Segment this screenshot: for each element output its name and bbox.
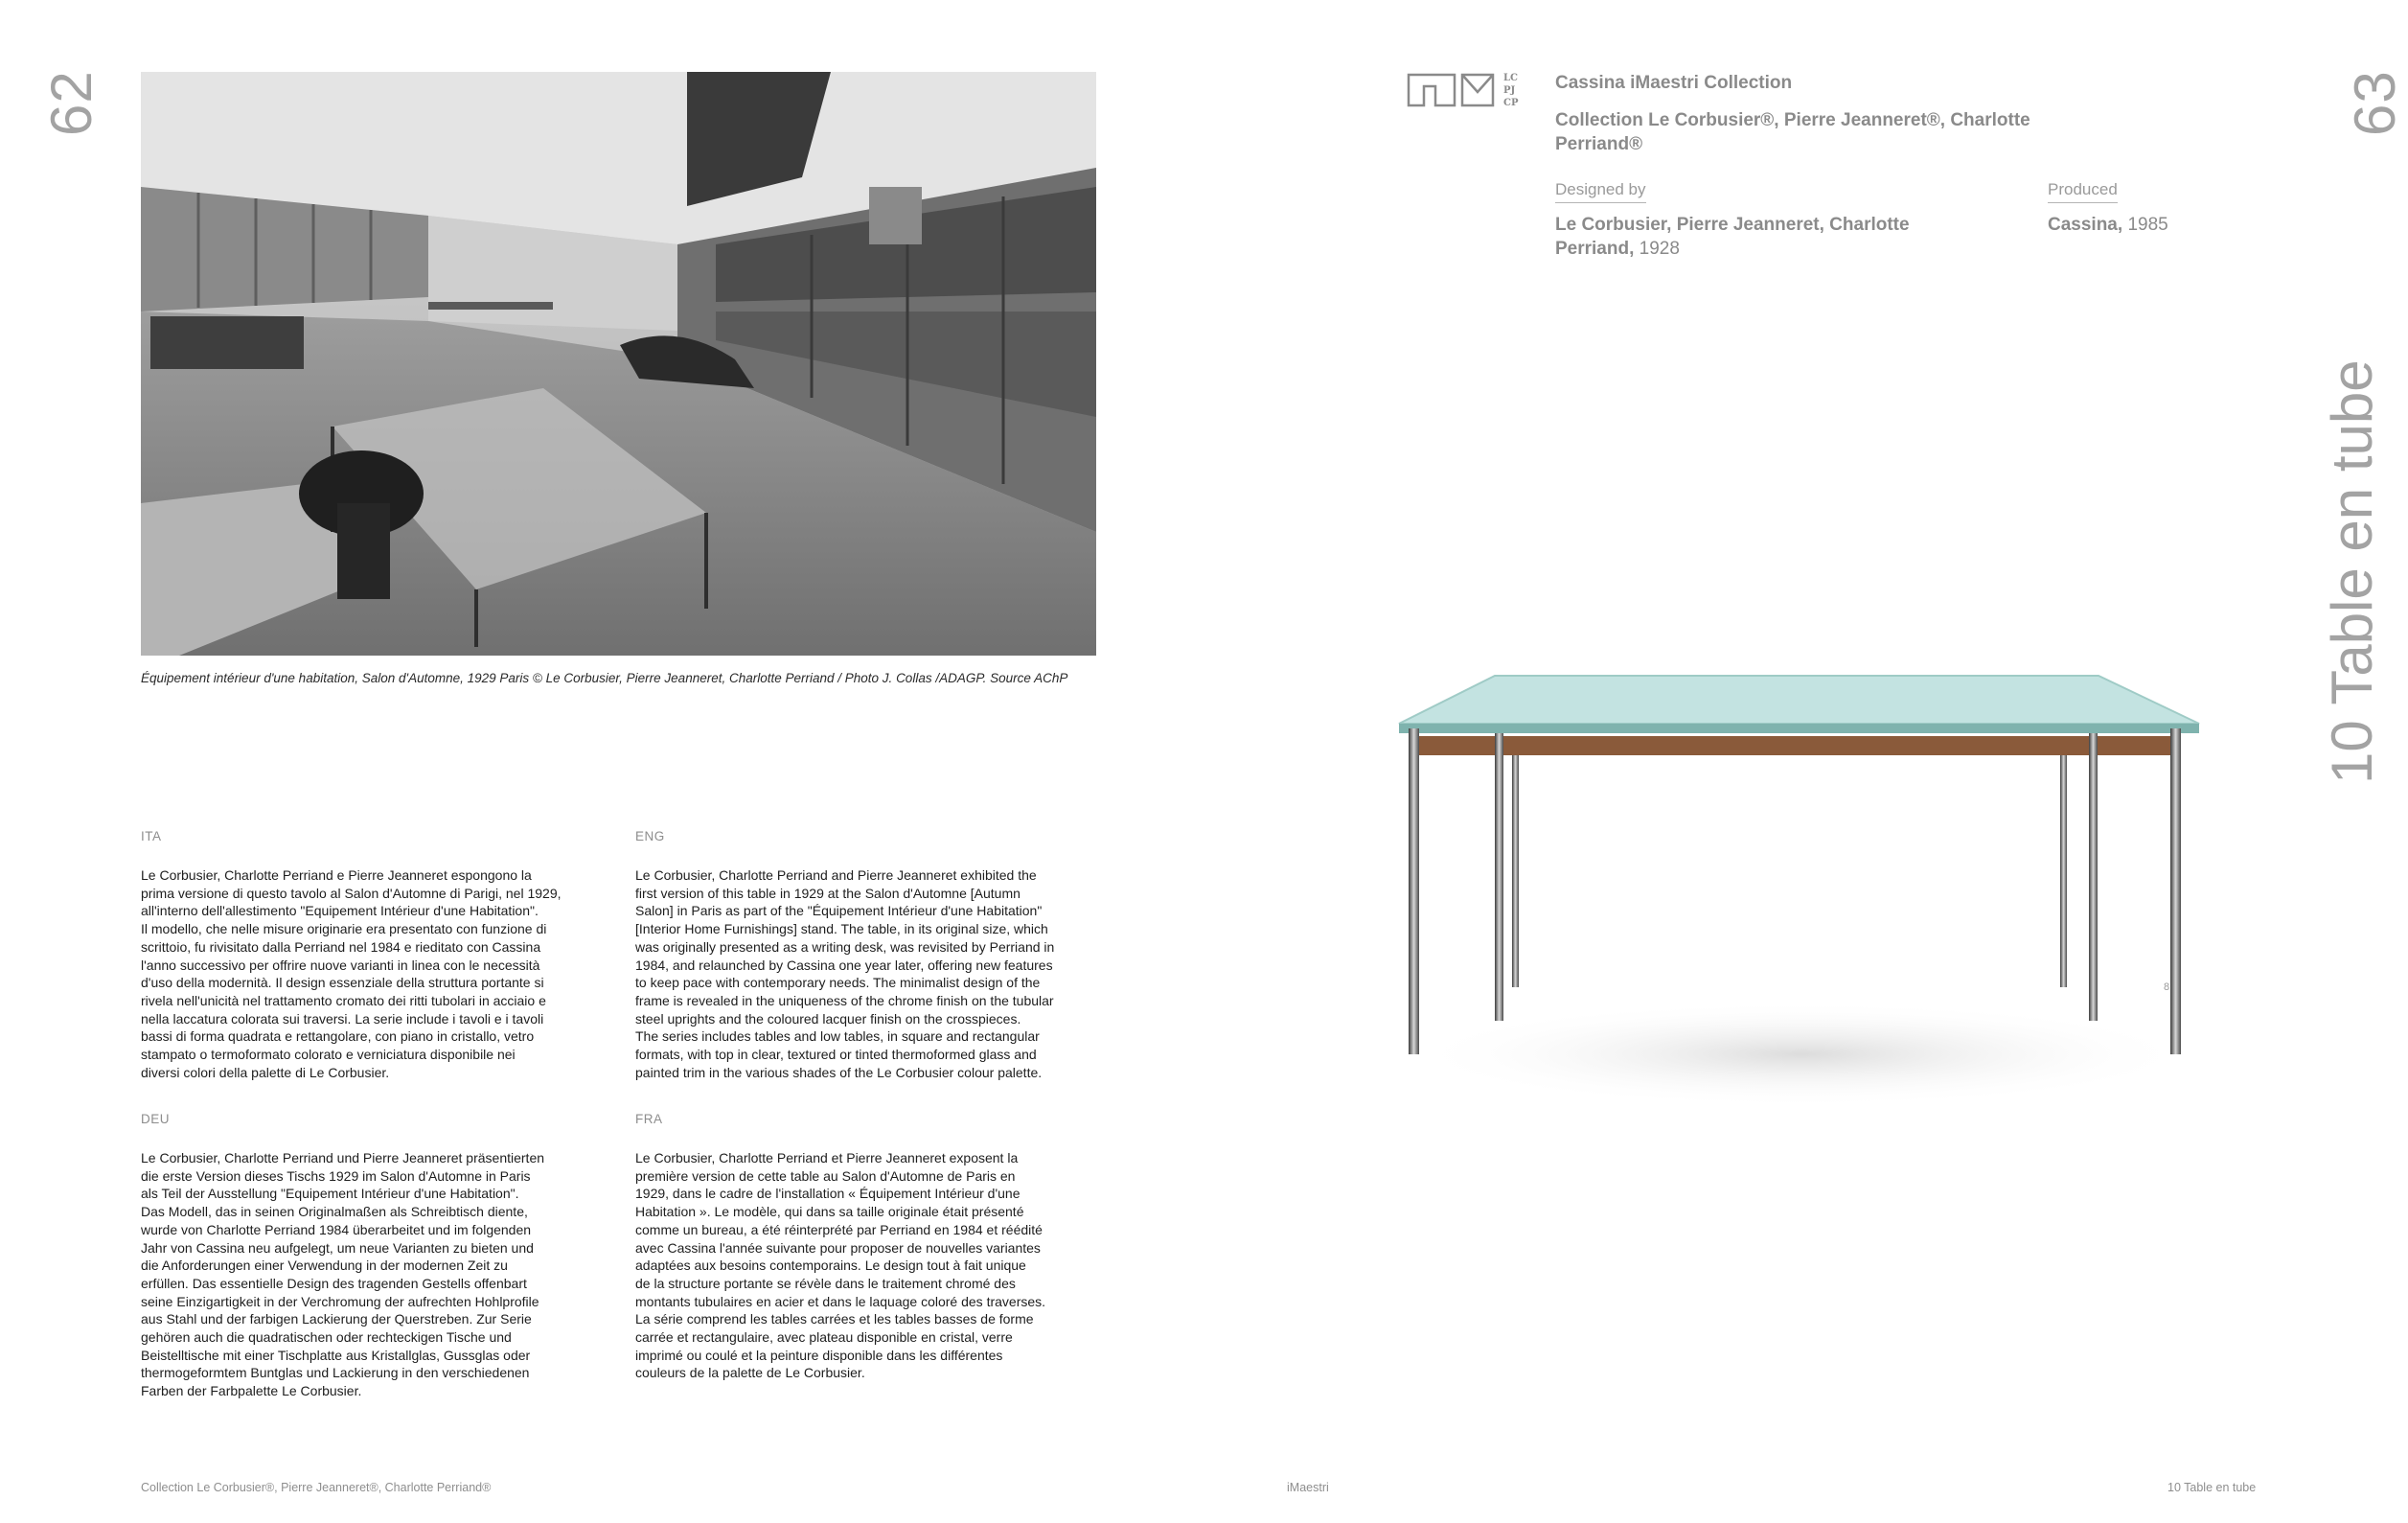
designed-by-label: Designed by (1555, 180, 1646, 203)
page-number-right: 63 (2343, 70, 2407, 136)
producer-name: Cassina, (2048, 215, 2123, 235)
collection-name: Cassina iMaestri Collection (1555, 73, 1793, 93)
text-block-eng (635, 829, 1105, 1081)
language-label-fra: FRA (635, 1112, 663, 1126)
produced-label: Produced (2048, 180, 2118, 203)
design-year: 1928 (1639, 239, 1680, 259)
collection-title: Collection Le Corbusier®, Pierre Jeanneret®, Charlotte Perriand® (1555, 110, 2030, 154)
collection-logo (1407, 69, 1522, 112)
page-number-left: 62 (39, 70, 103, 136)
footer-brand: iMaestri (1287, 1481, 1329, 1494)
description-ita: Le Corbusier, Charlotte Perriand e Pierre Jeanneret espongono la prima versione di questo tavolo al Salon d'Automne di Parigi, nel 1929, all'interno dell'allestimento "Equipement Intérieur d'une Habitation". Il modello, che nelle misure originarie era presentato con funzione di scrittoio, fu rivisitato dalla Perriand nel 1984 e rieditato con Cassina l'anno successivo per offrire nuove varianti in linea con le necessità d'uso della modernità. Il design essenziale della struttura portante si rivela nell'unicità nel trattamento cromato dei ritti tubolari in acciaio e nella laccatura colorata sui traversi. La serie include i tavoli e i tavoli bassi di forma quadrata e rettangolare, con piano in cristallo, vetro stampato o termoformato colorato e verniciatura disponibile nei diversi colori della palette di Le Corbusier. (141, 867, 562, 1080)
vertical-section-title: 10 Table en tube (2320, 359, 2384, 784)
designers-names: Le Corbusier, Pierre Jeanneret, Charlotte Perriand, (1555, 215, 1910, 259)
logo-letters-cp: CP (1503, 98, 1519, 108)
product-table-image (1399, 613, 2194, 1112)
photo-caption: Équipement intérieur d'une habitation, Salon d'Automne, 1929 Paris © Le Corbusier, Pierre Jeanneret, Charlotte Perriand / Photo J. Collas /ADAGP. Source AChP (141, 671, 1068, 685)
text-block-deu (141, 1112, 610, 1400)
description-deu: Le Corbusier, Charlotte Perriand und Pierre Jeanneret präsentierten die erste Version dieses Tischs 1929 im Salon d'Automne in Paris als Teil der Ausstellung "Equipement Intérieur d'une Habitation". Das Modell, das in seinen Originalmaßen als Schreibtisch diente, wurde von Charlotte Perriand 1984 überarbeitet und im folgenden Jahr von Cassina neu aufgelegt, um neue Varianten zu bieten und die Anforderungen einer Verwendung in der modernen Zeit zu erfüllen. Das essentielle Design des tragenden Gestells offenbart seine Einzigartigkeit in der Verchromung der aufrechten Hohlprofile aus Stahl und der farbigen Lackierung der Querstreben. Zur Serie gehören auch die quadratischen oder rechteckigen Tische und Beistelltische mit einer Tischplatte aus Kristallglas, Gussglas oder thermogeformtem Buntglas und Lackierung in den verschiedenen Farben der Farbpalette Le Corbusier. (141, 1150, 545, 1399)
text-block-ita (141, 829, 610, 1081)
description-eng: Le Corbusier, Charlotte Perriand and Pierre Jeanneret exhibited the first version of this table in 1929 at the Salon d'Automne [Autumn Salon] in Paris as part of the "Équipement Intérieur d'une Habitation" [Interior Home Furnishings] stand. The table, in its original size, which was originally presented as a writing desk, was revisited by Perriand in 1984, and relaunched by Cassina one year later, offering new features to keep pace with contemporary needs. The minimalist design of the frame is revealed in the uniqueness of the chrome finish on the tubular steel uprights and the coloured lacquer finish on the crosspieces. The series includes tables and low tables, in square and rectangular formats, with top in clear, textured or tinted thermoformed glass and painted trim in the various shades of the Le Corbusier colour palette. (635, 867, 1055, 1080)
designers-credit (1555, 213, 1938, 261)
logo-letters-pj: PJ (1503, 85, 1516, 96)
footer-section: 10 Table en tube (2167, 1481, 2257, 1494)
language-label-deu: DEU (141, 1112, 171, 1126)
footer-collection: Collection Le Corbusier®, Pierre Jeanneret®, Charlotte Perriand® (141, 1481, 492, 1494)
historic-interior-photo (141, 72, 1096, 656)
text-block-fra (635, 1112, 1105, 1382)
language-label-ita: ITA (141, 829, 162, 843)
description-fra: Le Corbusier, Charlotte Perriand et Pierre Jeanneret exposent la première version de cette table au Salon d'Automne de Paris en 1929, dans le cadre de l'installation « Équipement Intérieur d'une Habitation ». Le modèle, qui dans sa taille originale était présenté comme un bureau, a été réinterprété par Perriand en 1984 et réédité avec Cassina l'année suivante pour proposer de nouvelles variantes adaptées aux besoins contemporains. Le design tout à fait unique de la structure portante se révèle dans le traitement chromé des montants tubulaires en acier et dans le laquage coloré des traverses. La série comprend les tables carrées et les tables basses de forme carrée et rectangulaire, avec plateau disponible en cristal, verre imprimé ou coulé et la peinture disponible dans les différentes couleurs de la palette de Le Corbusier. (635, 1150, 1046, 1381)
language-label-eng: ENG (635, 829, 665, 843)
produced-year: 1985 (2127, 215, 2168, 235)
logo-letters-lc: LC (1503, 73, 1518, 83)
image-reference-mark: 8 (2164, 981, 2170, 993)
producer-credit (2048, 213, 2168, 237)
